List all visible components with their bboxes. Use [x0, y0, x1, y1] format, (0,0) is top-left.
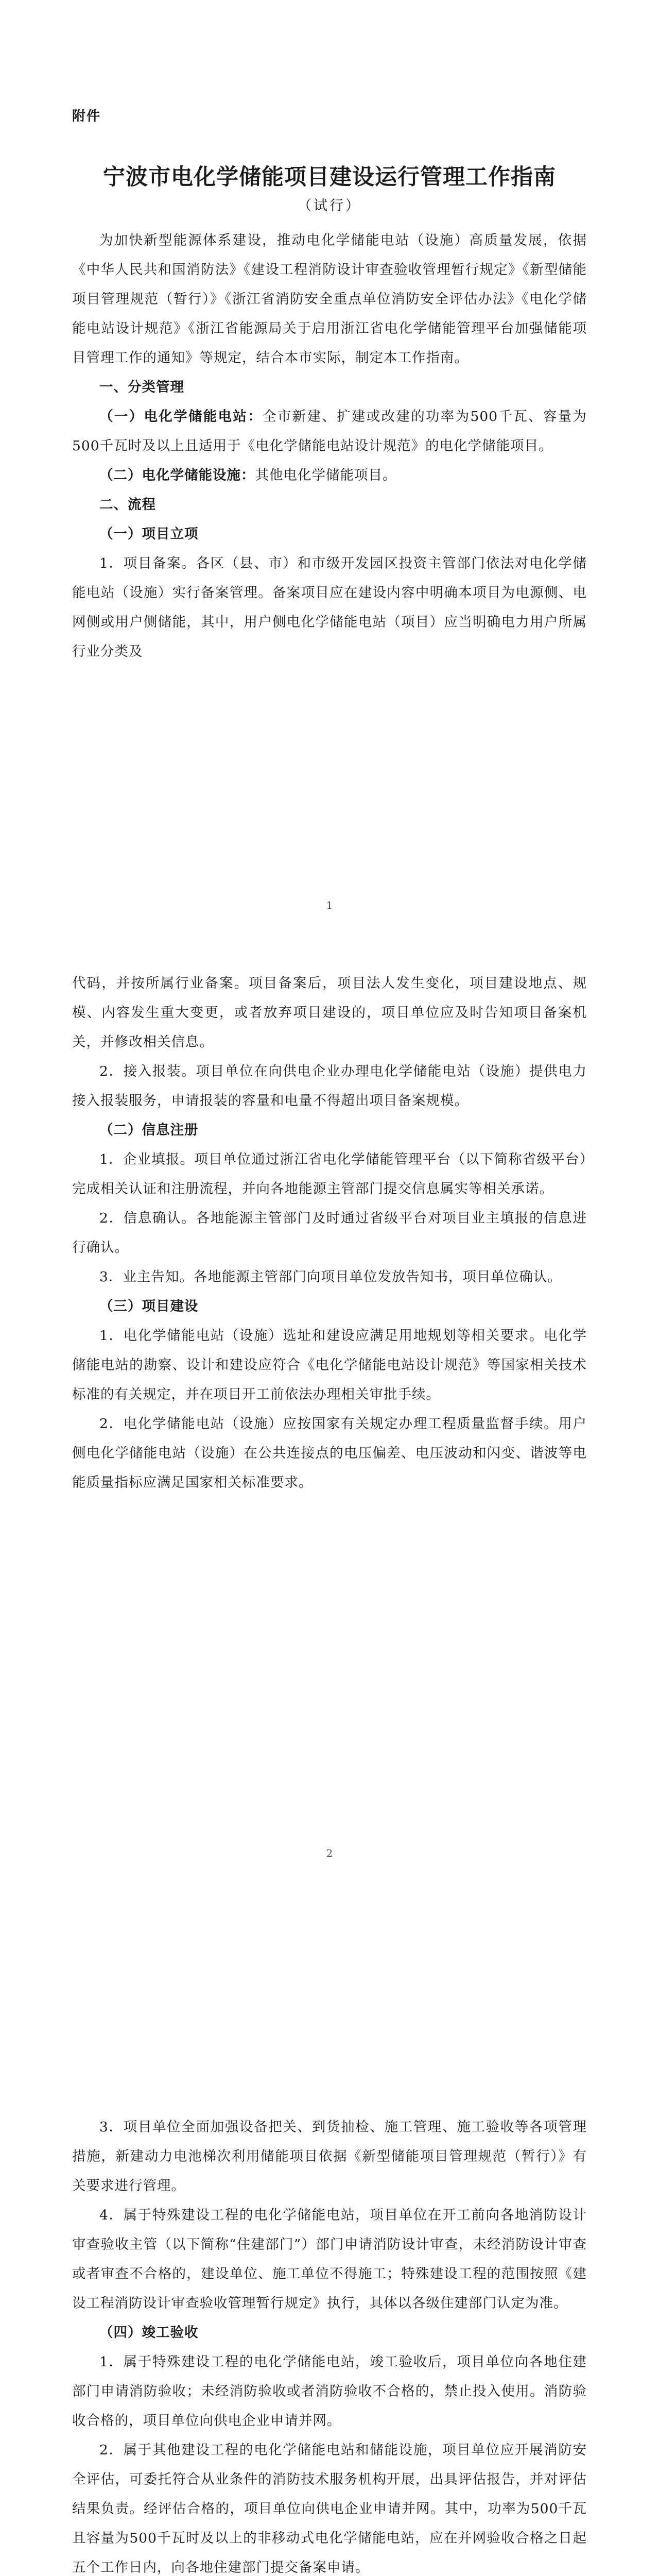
attachment-label: 附件: [72, 109, 101, 124]
paragraph-site-selection: 1．电化学储能电站（设施）选址和建设应满足用地规划等相关要求。电化学储能电站的勘察、设计和建设应符合《电化学储能电站设计规范》等国家相关技术标准的有关规定，并在项目开工前依法办理相关审批手续。: [72, 1328, 587, 1402]
paragraph-owner-notice: 3．业主告知。各地能源主管部门向项目单位发放告知书，项目单位确认。: [99, 1269, 562, 1285]
subsection-info-registration: （二）信息注册: [99, 1122, 199, 1138]
page-1-content: [72, 139, 587, 666]
paragraph-equipment-control: 3．项目单位全面加强设备把关、到货抽检、施工管理、施工验收等各项管理措施，新建动力电池梯次利用储能项目依据《新型储能项目管理规范（暂行）》有关要求进行管理。: [72, 2119, 587, 2194]
paragraph-safety-assessment: 2．属于其他建设工程的电化学储能电站和储能设施，项目单位应开展消防安全评估，可委托符合从业条件的消防技术服务机构开展，出具评估报告，并对评估结果负责。经评估合格的，项目单位向供电企业申请并网。其中，功率为500千瓦且容量为500千瓦时及以上的非移动式电化学储能电站，应在并网验收合格之日起五个工作日内，向各地住建部门提交备案申请。: [72, 2442, 587, 2575]
paragraph-fire-acceptance: 1．属于特殊建设工程的电化学储能电站，竣工验收后，项目单位向各地住建部门申请消防验收；未经消防验收或者消防验收不合格的，禁止投入使用。消防验收合格的，项目单位向供电企业申请并网。: [72, 2354, 587, 2429]
page-2-content: [72, 969, 587, 1497]
page-3-content: [72, 2112, 587, 2576]
section-1-item-2-lead: （二）电化学储能设施：: [99, 467, 255, 483]
section-1-item-1-text: 全市新建、扩建或改建的功率为500千瓦、容量为500千瓦时及以上且适用于《电化学储能电站设计规范》的电化学储能项目。: [72, 409, 587, 454]
document-title: 宁波市电化学储能项目建设运行管理工作指南: [103, 164, 556, 190]
paragraph-quality-supervision: 2．电化学储能电站（设施）应按国家有关规定办理工程质量监督手续。用户侧电化学储能电站（设施）在公共连接点的电压偏差、电压波动和闪变、谐波等电能质量指标应满足国家相关标准要求。: [72, 1416, 587, 1490]
paragraph-grid-connection: 2．接入报装。项目单位在向供电企业办理电化学储能电站（设施）提供电力接入报装服务，申请报装的容量和电量不得超出项目备案规模。: [72, 1063, 587, 1109]
document-subtitle: （试行）: [298, 198, 361, 214]
paragraph-enterprise-fill: 1．企业填报。项目单位通过浙江省电化学储能管理平台（以下简称省级平台）完成相关认证和注册流程，并向各地能源主管部门提交信息属实等相关承诺。: [72, 1151, 587, 1197]
subsection-project-approval: （一）项目立项: [99, 526, 199, 542]
intro-paragraph: 为加快新型能源体系建设，推动电化学储能电站（设施）高质量发展，依据《中华人民共和国消防法》《建设工程消防设计审查验收管理暂行规定》《新型储能项目管理规范（暂行）》《浙江省消防安全重点单位消防安全评估办法》《电化学储能电站设计规范》《浙江省能源局关于启用浙江省电化学储能管理平台加强储能项目管理工作的通知》等规定，结合本市实际，制定本工作指南。: [72, 232, 587, 366]
page-3: [0, 1896, 659, 2576]
section-1-heading: 一、分类管理: [99, 379, 184, 395]
section-1-item-2-text: 其他电化学储能项目。: [255, 467, 397, 483]
paragraph-continued: 代码，并按所属行业备案。项目备案后，项目法人发生变化，项目建设地点、规模、内容发生重大变更，或者放弃项目建设的，项目单位应及时告知项目备案机关，并修改相关信息。: [72, 975, 587, 1050]
section-1-item-1-lead: （一）电化学储能电站：: [99, 409, 263, 425]
page-number: 2: [326, 1847, 333, 1859]
paragraph-fire-design-review: 4．属于特殊建设工程的电化学储能电站，项目单位在开工前向各地消防设计审查验收主管（以下简称“住建部门”）部门申请消防设计审查，未经消防设计审查或者审查不合格的，建设单位、施工单位不得施工；特殊建设工程的范围按照《建设工程消防设计审查验收管理暂行规定》执行，具体以各级住建部门认定为准。: [72, 2207, 587, 2311]
section-2-heading: 二、流程: [99, 497, 156, 513]
page-1: [0, 0, 659, 948]
section-1-item-2: [72, 461, 587, 490]
page-2: [0, 948, 659, 1896]
paragraph-info-confirm: 2．信息确认。各地能源主管部门及时通过省级平台对项目业主填报的信息进行确认。: [72, 1210, 587, 1256]
section-1-item-1: [72, 402, 587, 461]
subsection-completion-acceptance: （四）竣工验收: [99, 2325, 199, 2341]
paragraph-project-filing: 1．项目备案。各区（县、市）和市级开发园区投资主管部门依法对电化学储能电站（设施）实行备案管理。备案项目应在建设内容中明确本项目为电源侧、电网侧或用户侧储能，其中，用户侧电化学储能电站（项目）应当明确电力用户所属行业分类及: [72, 555, 587, 659]
subsection-project-construction: （三）项目建设: [99, 1298, 199, 1314]
page-number: 1: [326, 899, 333, 911]
